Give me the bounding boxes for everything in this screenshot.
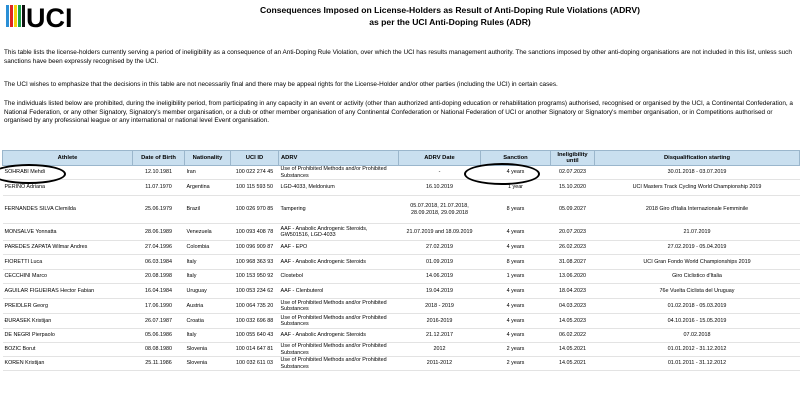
cell-sanction: 4 years xyxy=(481,284,551,299)
cell-sanction: 2 years xyxy=(481,343,551,357)
cell-adrv: Tampering xyxy=(279,196,399,224)
cell-adrv-date: 14.06.2019 xyxy=(399,270,481,284)
cell-date-of-birth: 16.04.1984 xyxy=(133,284,185,299)
cell-nationality: Argentina xyxy=(185,180,231,196)
cell-disqualification-starting: Giro Ciclistico d'Italia xyxy=(595,270,800,284)
table-header-row xyxy=(3,151,800,166)
cell-adrv: AAF - Anabolic Androgenic Steroids, GW501516, LGD-4033 xyxy=(279,224,399,241)
cell-athlete: MONSALVE Yonnatta xyxy=(3,224,133,241)
cell-adrv: Clostebol xyxy=(279,270,399,284)
col-ineligibility-until: Ineligibility until xyxy=(551,151,595,166)
cell-sanction: 1 years xyxy=(481,270,551,284)
cell-uci-id: 100 153 950 92 xyxy=(231,270,279,284)
cell-adrv: Use of Prohibited Methods and/or Prohibited Substances xyxy=(279,166,399,180)
cell-nationality: Italy xyxy=(185,270,231,284)
cell-uci-id: 100 064 735 20 xyxy=(231,299,279,314)
cell-uci-id: 100 093 408 78 xyxy=(231,224,279,241)
cell-disqualification-starting: 76e Vuelta Ciclista del Uruguay xyxy=(595,284,800,299)
cell-disqualification-starting: 07.02.2018 xyxy=(595,329,800,343)
cell-disqualification-starting: 01.01.2011 - 31.12.2012 xyxy=(595,357,800,371)
cell-uci-id: 100 055 640 43 xyxy=(231,329,279,343)
cell-nationality: Croatia xyxy=(185,314,231,329)
col-adrv: ADRV xyxy=(279,151,399,166)
cell-nationality: Iran xyxy=(185,166,231,180)
cell-athlete: FERNANDES SILVA Clemilda xyxy=(3,196,133,224)
cell-adrv: AAF - Anabolic Androgenic Steroids xyxy=(279,255,399,270)
cell-date-of-birth: 17.06.1990 xyxy=(133,299,185,314)
disclaimer-paragraph: The UCI wishes to emphasize that the decisions in this table are not necessarily final and there may be appeal rights for the License-Holder and/or other parties (including the UCI) in certain cases. xyxy=(4,81,558,88)
cell-ineligibility-until: 14.05.2021 xyxy=(551,357,595,371)
cell-date-of-birth: 06.03.1984 xyxy=(133,255,185,270)
col-disqualification-starting: Disqualification starting xyxy=(595,151,800,166)
cell-nationality: Italy xyxy=(185,255,231,270)
cell-athlete: BOZIC Borut xyxy=(3,343,133,357)
table-row xyxy=(3,357,800,371)
table-row xyxy=(3,166,800,180)
table-row xyxy=(3,284,800,299)
cell-disqualification-starting: 2018 Giro d'Italia Internazionale Femminile xyxy=(595,196,800,224)
cell-adrv: AAF - EPO xyxy=(279,241,399,255)
table-row xyxy=(3,255,800,270)
page-title-line1: Consequences Imposed on License-Holders as Result of Anti-Doping Rule Violations (ADRV) xyxy=(260,5,640,15)
cell-nationality: Slovenia xyxy=(185,343,231,357)
cell-adrv: AAF - Anabolic Androgenic Steroids xyxy=(279,329,399,343)
cell-nationality: Venezuela xyxy=(185,224,231,241)
uci-logo xyxy=(6,2,84,30)
cell-date-of-birth: 27.04.1996 xyxy=(133,241,185,255)
logo-text: UCI xyxy=(26,3,73,29)
cell-uci-id: 100 053 234 62 xyxy=(231,284,279,299)
cell-athlete: KOREN Kristijan xyxy=(3,357,133,371)
highlight-circle-sanction xyxy=(464,163,540,185)
cell-ineligibility-until: 15.10.2020 xyxy=(551,180,595,196)
cell-adrv-date: 2018 - 2019 xyxy=(399,299,481,314)
cell-uci-id: 100 968 363 93 xyxy=(231,255,279,270)
cell-athlete: FIORETTI Luca xyxy=(3,255,133,270)
col-athlete: Athlete xyxy=(3,151,133,166)
col-nationality: Nationality xyxy=(185,151,231,166)
cell-disqualification-starting: 01.02.2018 - 05.03.2019 xyxy=(595,299,800,314)
cell-sanction: 4 years xyxy=(481,314,551,329)
table-row xyxy=(3,180,800,196)
cell-sanction: 2 years xyxy=(481,357,551,371)
table-row xyxy=(3,241,800,255)
cell-disqualification-starting: UCI Masters Track Cycling World Championship 2019 xyxy=(595,180,800,196)
cell-date-of-birth: 20.08.1998 xyxy=(133,270,185,284)
cell-adrv: Use of Prohibited Methods and/or Prohibited Substances xyxy=(279,357,399,371)
cell-uci-id: 100 032 611 03 xyxy=(231,357,279,371)
cell-nationality: Colombia xyxy=(185,241,231,255)
col-adrv-date: ADRV Date xyxy=(399,151,481,166)
cell-adrv: AAF - Clenbuterol xyxy=(279,284,399,299)
cell-ineligibility-until: 18.04.2023 xyxy=(551,284,595,299)
cell-date-of-birth: 05.06.1986 xyxy=(133,329,185,343)
cell-ineligibility-until: 14.05.2021 xyxy=(551,343,595,357)
page-title-line2: as per the UCI Anti-Doping Rules (ADR) xyxy=(369,17,531,27)
cell-sanction: 1 year xyxy=(481,180,551,196)
cell-athlete: ĐURASEK Kristijan xyxy=(3,314,133,329)
cell-ineligibility-until: 06.02.2022 xyxy=(551,329,595,343)
cell-adrv-date: 16.10.2019 xyxy=(399,180,481,196)
cell-ineligibility-until: 13.06.2020 xyxy=(551,270,595,284)
intro-paragraph: This table lists the license-holders currently serving a period of ineligibility as a consequence of an Anti-Doping Rule Violation, over which the UCI has results management authority. The sanctions imposed by other anti-doping organisations are not included in this list, unless such sanctions have been expressly recognised by the UCI. xyxy=(4,49,792,65)
cell-adrv-date: 21.07.2019 and 18.09.2019 xyxy=(399,224,481,241)
uci-logo-mark xyxy=(6,3,84,29)
cell-ineligibility-until: 02.07.2023 xyxy=(551,166,595,180)
table-row xyxy=(3,314,800,329)
prohibition-paragraph: The individuals listed below are prohibited, during the ineligibility period, from participating in any capacity in an event or activity (other than authorized anti-doping education or rehabilitation programs) authorised, recognised or organised by the UCI, a Continental Confederation, a National Federation, or any other Signatory, Signatory's member organisation, or a club or other member organisation of any Continental Confederation or National Federation of UCI or another Signatory or Signatory's member organisation, or in Competitions authorised or organised by any professional league or any international or national level Event organisation. xyxy=(4,100,793,125)
cell-sanction: 4 years xyxy=(481,241,551,255)
cell-nationality: Uruguay xyxy=(185,284,231,299)
cell-nationality: Slovenia xyxy=(185,357,231,371)
cell-disqualification-starting: 04.10.2016 - 15.05.2019 xyxy=(595,314,800,329)
table-row xyxy=(3,299,800,314)
table-row xyxy=(3,224,800,241)
cell-date-of-birth: 25.11.1986 xyxy=(133,357,185,371)
cell-sanction: 4 years xyxy=(481,224,551,241)
cell-date-of-birth: 25.06.1979 xyxy=(133,196,185,224)
cell-ineligibility-until: 05.09.2027 xyxy=(551,196,595,224)
col-date-of-birth: Date of Birth xyxy=(133,151,185,166)
col-sanction: Sanction xyxy=(481,151,551,166)
cell-ineligibility-until: 04.03.2023 xyxy=(551,299,595,314)
cell-adrv-date: 21.12.2017 xyxy=(399,329,481,343)
cell-sanction: 4 years xyxy=(481,166,551,180)
sanctions-table xyxy=(2,150,800,371)
cell-ineligibility-until: 20.07.2023 xyxy=(551,224,595,241)
cell-adrv-date: - xyxy=(399,166,481,180)
table-row xyxy=(3,270,800,284)
cell-date-of-birth: 11.07.1970 xyxy=(133,180,185,196)
cell-adrv-date: 05.07.2018, 21.07.2018, 28.09.2018, 29.09.2018 xyxy=(399,196,481,224)
cell-nationality: Austria xyxy=(185,299,231,314)
cell-uci-id: 100 115 593 50 xyxy=(231,180,279,196)
cell-uci-id: 100 022 274 45 xyxy=(231,166,279,180)
cell-uci-id: 100 026 970 85 xyxy=(231,196,279,224)
cell-adrv-date: 2016-2019 xyxy=(399,314,481,329)
cell-sanction: 8 years xyxy=(481,255,551,270)
table-row xyxy=(3,329,800,343)
cell-adrv-date: 01.09.2019 xyxy=(399,255,481,270)
col-uci-id: UCI ID xyxy=(231,151,279,166)
table-row xyxy=(3,343,800,357)
cell-athlete: CECCHINI Marco xyxy=(3,270,133,284)
cell-ineligibility-until: 26.02.2023 xyxy=(551,241,595,255)
cell-adrv-date: 2012 xyxy=(399,343,481,357)
cell-sanction: 4 years xyxy=(481,329,551,343)
cell-uci-id: 100 032 696 88 xyxy=(231,314,279,329)
cell-date-of-birth: 08.08.1980 xyxy=(133,343,185,357)
cell-adrv: Use of Prohibited Methods and/or Prohibited Substances xyxy=(279,343,399,357)
cell-disqualification-starting: 27.02.2019 - 05.04.2019 xyxy=(595,241,800,255)
cell-uci-id: 100 096 909 87 xyxy=(231,241,279,255)
cell-ineligibility-until: 14.05.2023 xyxy=(551,314,595,329)
cell-disqualification-starting: UCI Gran Fondo World Championships 2019 xyxy=(595,255,800,270)
cell-athlete: AGUILAR FIGUEIRAS Hector Fabian xyxy=(3,284,133,299)
page-title xyxy=(160,4,740,28)
cell-adrv: Use of Prohibited Methods and/or Prohibited Substances xyxy=(279,299,399,314)
cell-adrv-date: 27.02.2019 xyxy=(399,241,481,255)
cell-date-of-birth: 12.10.1981 xyxy=(133,166,185,180)
cell-adrv-date: 2011-2012 xyxy=(399,357,481,371)
cell-date-of-birth: 28.06.1989 xyxy=(133,224,185,241)
cell-nationality: Italy xyxy=(185,329,231,343)
cell-disqualification-starting: 21.07.2019 xyxy=(595,224,800,241)
cell-sanction: 4 years xyxy=(481,299,551,314)
cell-date-of-birth: 26.07.1987 xyxy=(133,314,185,329)
cell-uci-id: 100 014 647 81 xyxy=(231,343,279,357)
cell-nationality: Brazil xyxy=(185,196,231,224)
cell-adrv: LGD-4033, Meldonium xyxy=(279,180,399,196)
table-row xyxy=(3,196,800,224)
cell-ineligibility-until: 31.08.2027 xyxy=(551,255,595,270)
cell-adrv-date: 19.04.2019 xyxy=(399,284,481,299)
cell-disqualification-starting: 01.01.2012 - 31.12.2012 xyxy=(595,343,800,357)
cell-athlete: DE NEGRI Pierpaolo xyxy=(3,329,133,343)
cell-athlete: PREIDLER Georg xyxy=(3,299,133,314)
cell-athlete: PERINO Adriana xyxy=(3,180,133,196)
cell-sanction: 8 years xyxy=(481,196,551,224)
cell-disqualification-starting: 30.01.2018 - 03.07.2019 xyxy=(595,166,800,180)
cell-athlete: SOHRABI Mehdi xyxy=(3,166,133,180)
cell-adrv: Use of Prohibited Methods and/or Prohibited Substances xyxy=(279,314,399,329)
cell-athlete: PAREDES ZAPATA Wilmar Andres xyxy=(3,241,133,255)
